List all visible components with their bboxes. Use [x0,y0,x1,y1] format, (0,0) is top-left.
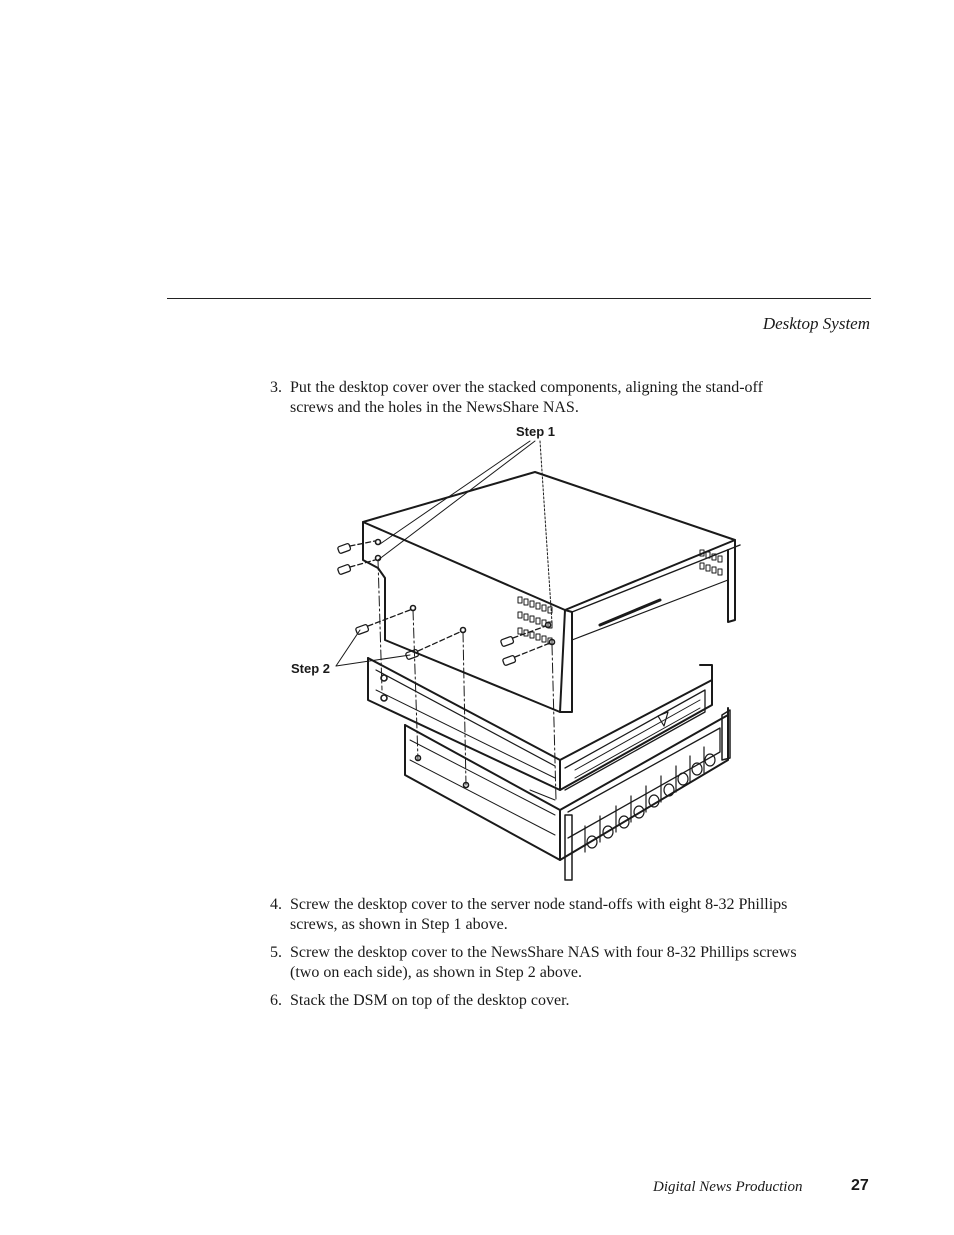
step-text: Screw the desktop cover to the NewsShare NAS with four 8-32 Phillips screws (two on each side), as shown in Step 2 above. [290,944,797,981]
callout-step-1: Step 1 [516,424,556,439]
header-rule [167,298,871,299]
drive-bays [585,747,715,852]
step-number: 3. [270,379,282,396]
step-6 [270,991,810,1011]
step-3 [270,378,810,418]
callout-leaders [336,441,552,666]
step-4 [270,895,810,935]
step-text: Stack the DSM on top of the desktop cover. [290,992,570,1009]
desktop-cover [363,472,740,712]
step-number: 4. [270,896,282,913]
step-text: Screw the desktop cover to the server node stand-offs with eight 8-32 Phillips screws, as shown in Step 1 above. [290,896,788,933]
step-text: Put the desktop cover over the stacked components, aligning the stand-off screws and the holes in the NewsShare NAS. [290,379,763,416]
step-number: 5. [270,944,282,961]
page-number: 27 [851,1177,869,1194]
step-5 [270,943,810,983]
newsshare-nas-unit [368,658,712,790]
step-number: 6. [270,992,282,1009]
desktop-cover-assembly-illustration [280,420,760,890]
server-node-unit [405,708,730,880]
footer-book-title: Digital News Production [653,1179,803,1195]
callout-step-2: Step 2 [291,661,331,676]
section-title: Desktop System [762,314,870,333]
